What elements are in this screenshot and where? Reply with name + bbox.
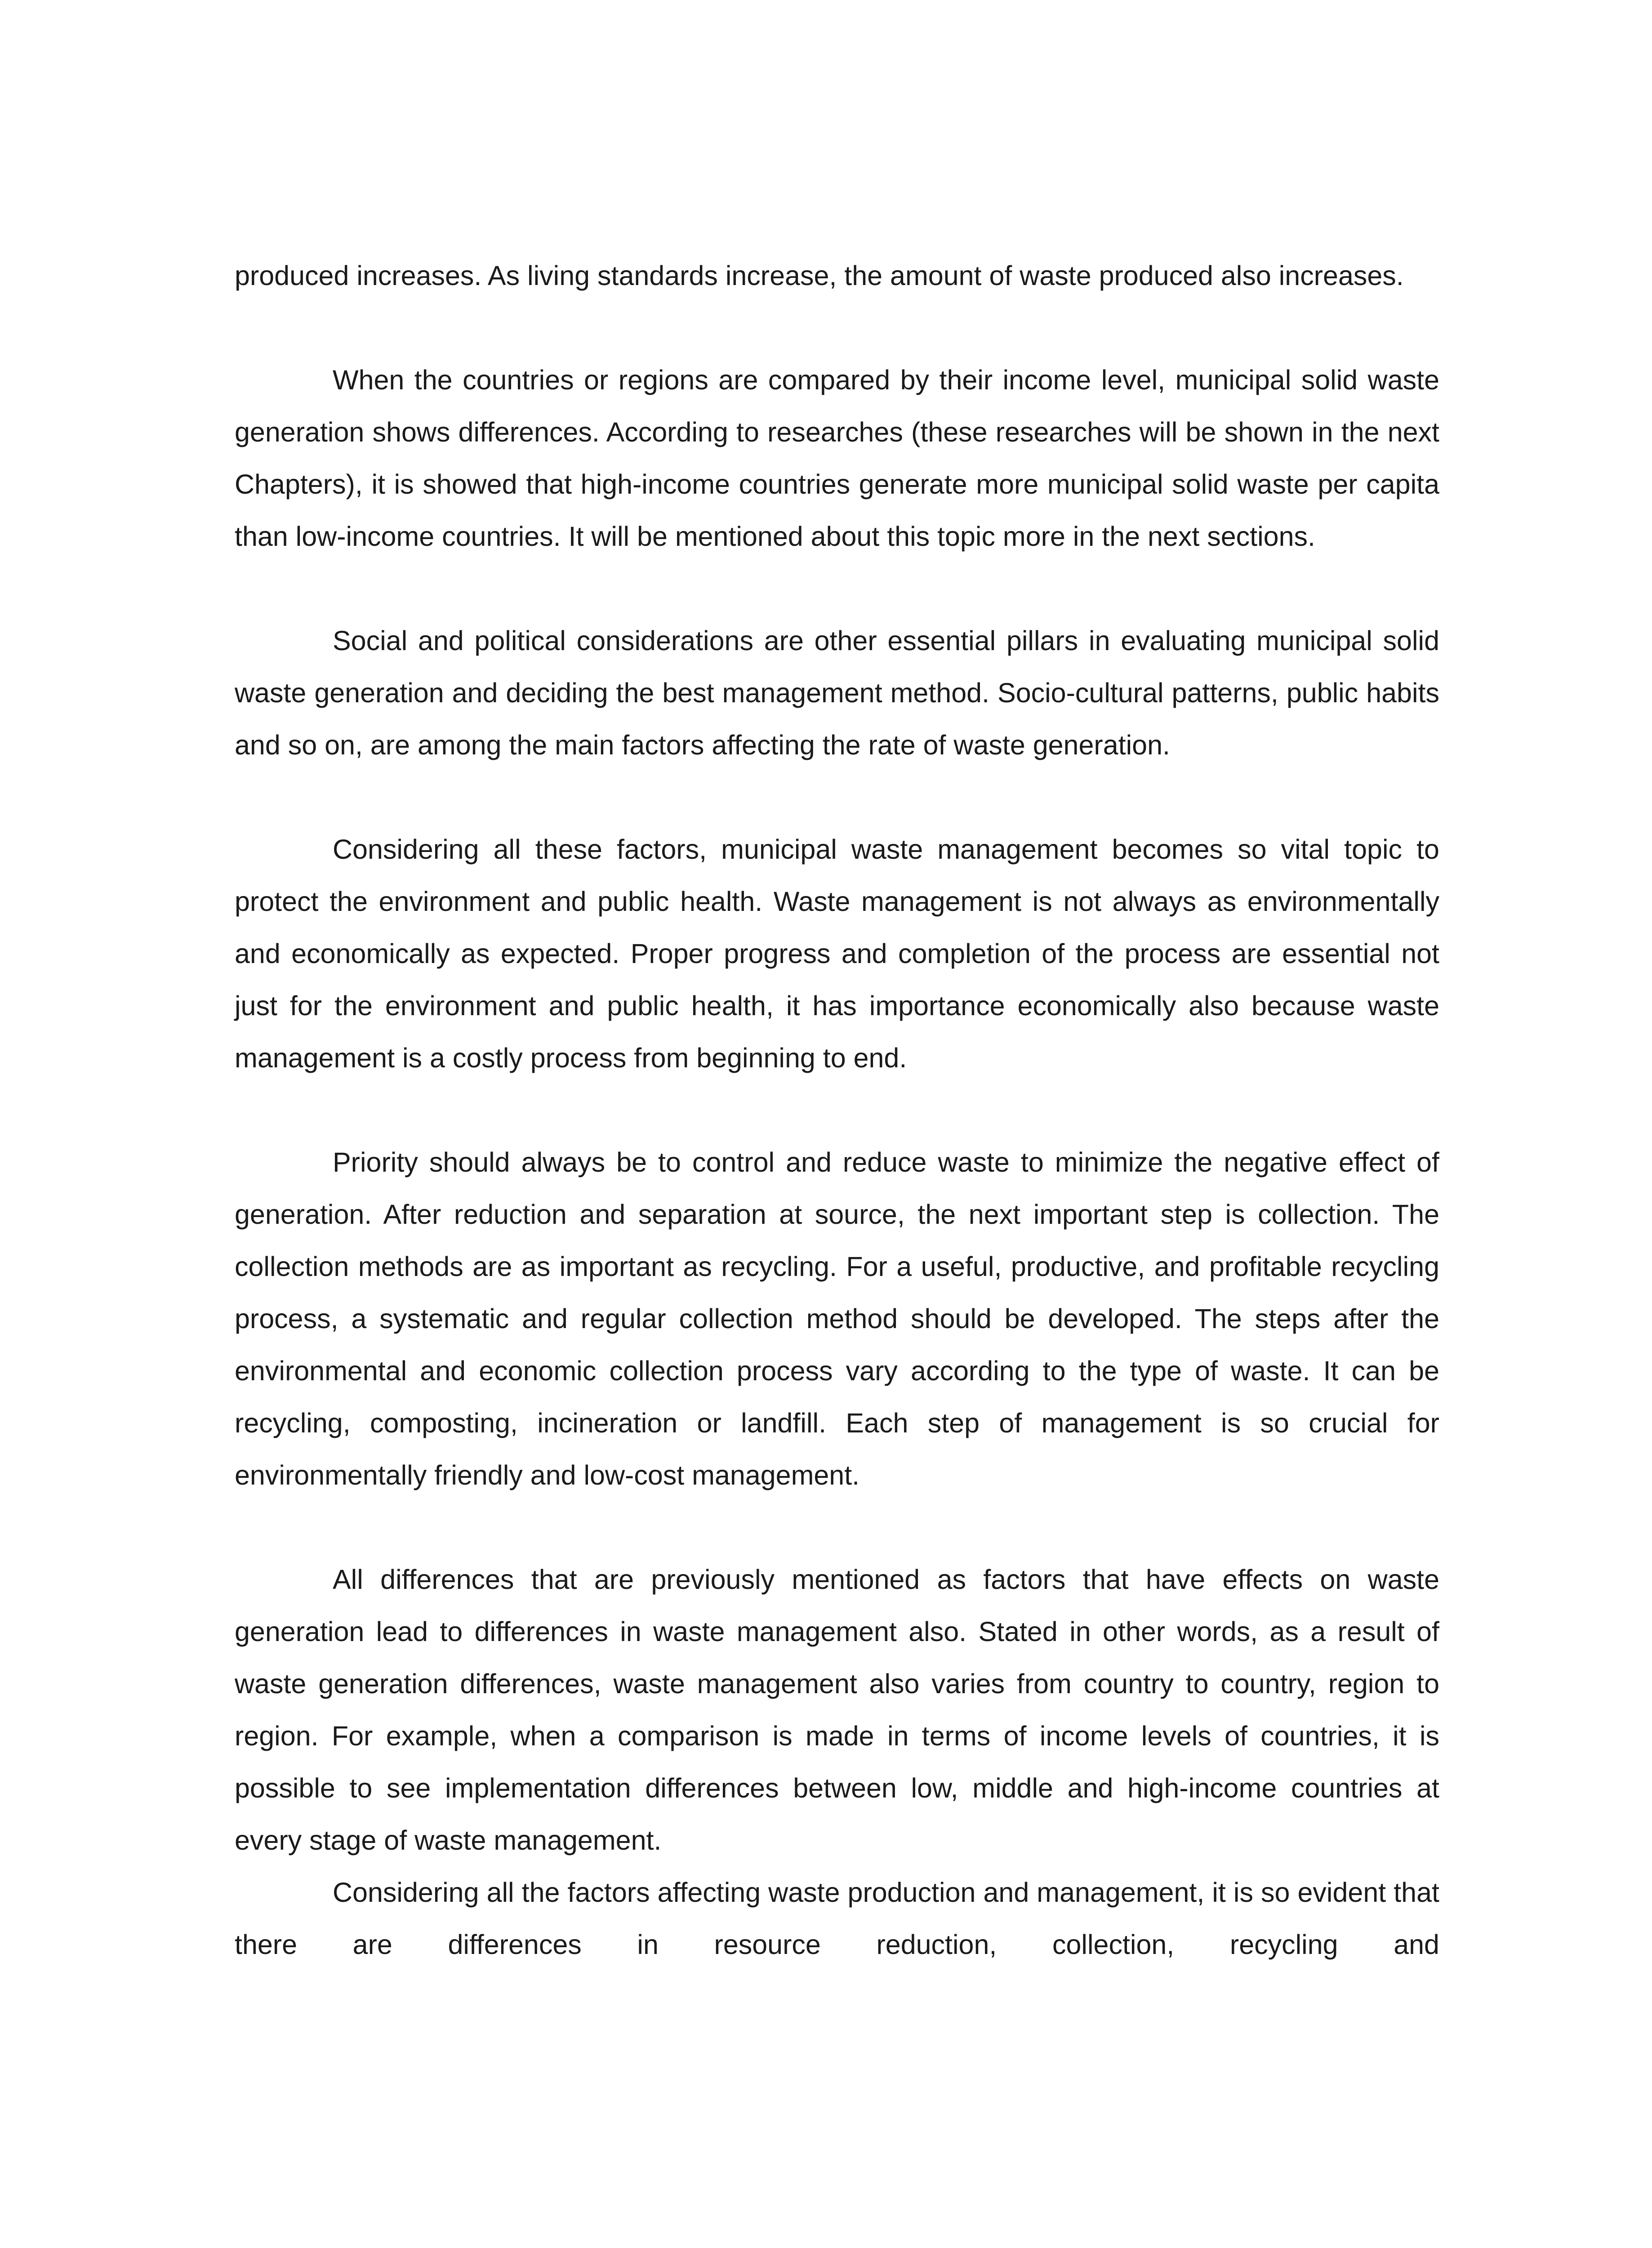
body-text [235,250,1439,1971]
paragraph-social-political: Social and political considerations are other essential pillars in evaluating municipal solid waste generation and deciding the best management method. Socio-cultural patterns, public habits and so on, are among the main factors affecting the rate of waste generation. [235,625,1439,760]
paragraph-income-level: When the countries or regions are compared by their income level, municipal solid waste generation shows differences. According to researches (these researches will be shown in the next Chapters), it is showed that high-income countries generate more municipal solid waste per capita than low-income countries. It will be mentioned about this topic more in the next sections. [235,365,1439,552]
paragraph-vital-topic: Considering all these factors, municipal waste management becomes so vital topic to protect the environment and public health. Waste management is not always as environmentally and economically as expected. Proper progress and completion of the process are essential not just for the environment and public health, it has importance economically also because waste management is a costly process from beginning to end. [235,834,1439,1073]
paragraph-priority: Priority should always be to control and reduce waste to minimize the negative effect of generation. After reduction and separation at source, the next important step is collection. The collection methods are as important as recycling. For a useful, productive, and profitable recycling process, a systematic and regular collection method should be developed. The steps after the environmental and economic collection process vary according to the type of waste. It can be recycling, composting, incineration or landfill. Each step of management is so crucial for environmentally friendly and low-cost management. [235,1147,1439,1490]
paragraph-continuation: produced increases. As living standards increase, the amount of waste produced also increases. [235,260,1404,291]
paragraph-differences: All differences that are previously mentioned as factors that have effects on waste generation lead to differences in waste management also. Stated in other words, as a result of waste generation differences, waste management also varies from country to country, region to region. For example, when a comparison is made in terms of income levels of countries, it is possible to see implementation differences between low, middle and high-income countries at every stage of waste management. [235,1564,1439,1855]
paragraph-considering-factors: Considering all the factors affecting waste production and management, it is so evident that there are differences in resource reduction, collection, recycling and [235,1877,1439,1960]
